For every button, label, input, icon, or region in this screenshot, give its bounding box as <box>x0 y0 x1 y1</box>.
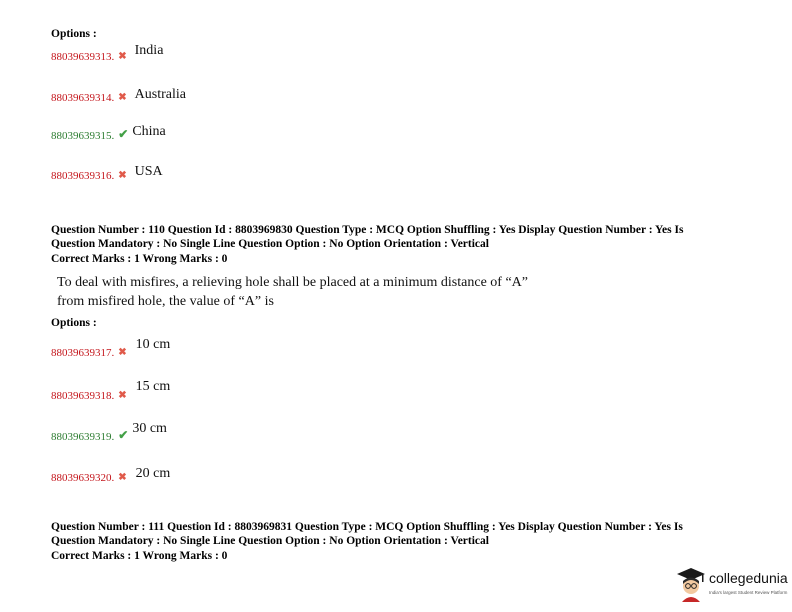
question-marks: Correct Marks : 1 Wrong Marks : 0 <box>51 253 228 265</box>
wrong-mark-icon: ✖ <box>118 472 127 483</box>
correct-mark-icon: ✔ <box>118 127 129 141</box>
graduate-avatar-icon <box>676 566 706 602</box>
question-meta-line: Question Number : 110 Question Id : 8803969830 Question Type : MCQ Option Shuffling : Yes Display Question Number : Yes Is <box>51 224 684 236</box>
option-id: 88039639319. <box>51 431 115 443</box>
correct-mark-icon: ✔ <box>118 428 129 442</box>
option-text: Australia <box>134 87 186 102</box>
wrong-mark-icon: ✖ <box>118 92 127 103</box>
option-id: 88039639318. <box>51 390 115 402</box>
question-meta-line: Question Mandatory : No Single Line Question Option : No Option Orientation : Vertical <box>51 238 489 250</box>
option-row <box>51 126 166 144</box>
option-text: China <box>132 124 166 139</box>
option-id: 88039639314. <box>51 92 115 104</box>
logo-tagline: India's largest Student Review Platform <box>709 590 788 595</box>
option-id: 88039639313. <box>51 51 115 63</box>
question-marks: Correct Marks : 1 Wrong Marks : 0 <box>51 550 228 562</box>
option-id: 88039639320. <box>51 472 115 484</box>
option-row <box>51 88 186 106</box>
option-row <box>51 421 167 445</box>
collegedunia-logo <box>676 566 788 604</box>
option-id: 88039639316. <box>51 170 115 182</box>
options-label: Options : <box>51 317 97 329</box>
option-row <box>51 166 163 184</box>
wrong-mark-icon: ✖ <box>118 390 127 401</box>
wrong-mark-icon: ✖ <box>118 347 127 358</box>
option-text: USA <box>134 164 163 179</box>
wrong-mark-icon: ✖ <box>118 170 127 181</box>
option-text: India <box>134 43 164 58</box>
option-row <box>51 379 171 404</box>
question-text: from misfired hole, the value of “A” is <box>57 294 274 309</box>
option-row <box>51 468 170 486</box>
option-text: 20 cm <box>135 466 171 481</box>
question-meta-line: Question Number : 111 Question Id : 8803969831 Question Type : MCQ Option Shuffling : Yes Display Question Number : Yes Is <box>51 521 683 533</box>
option-row <box>51 337 171 361</box>
option-text: 10 cm <box>135 337 171 352</box>
option-id: 88039639317. <box>51 347 115 359</box>
options-label: Options : <box>51 28 97 40</box>
question-text: To deal with misfires, a relieving hole shall be placed at a minimum distance of “A” <box>57 275 528 290</box>
question-meta-line: Question Mandatory : No Single Line Question Option : No Option Orientation : Vertical <box>51 535 489 547</box>
wrong-mark-icon: ✖ <box>118 51 127 62</box>
option-id: 88039639315. <box>51 130 115 142</box>
option-row <box>51 43 164 65</box>
option-text: 30 cm <box>132 421 167 436</box>
logo-wordmark: collegedunia <box>709 570 788 586</box>
option-text: 15 cm <box>135 379 171 394</box>
